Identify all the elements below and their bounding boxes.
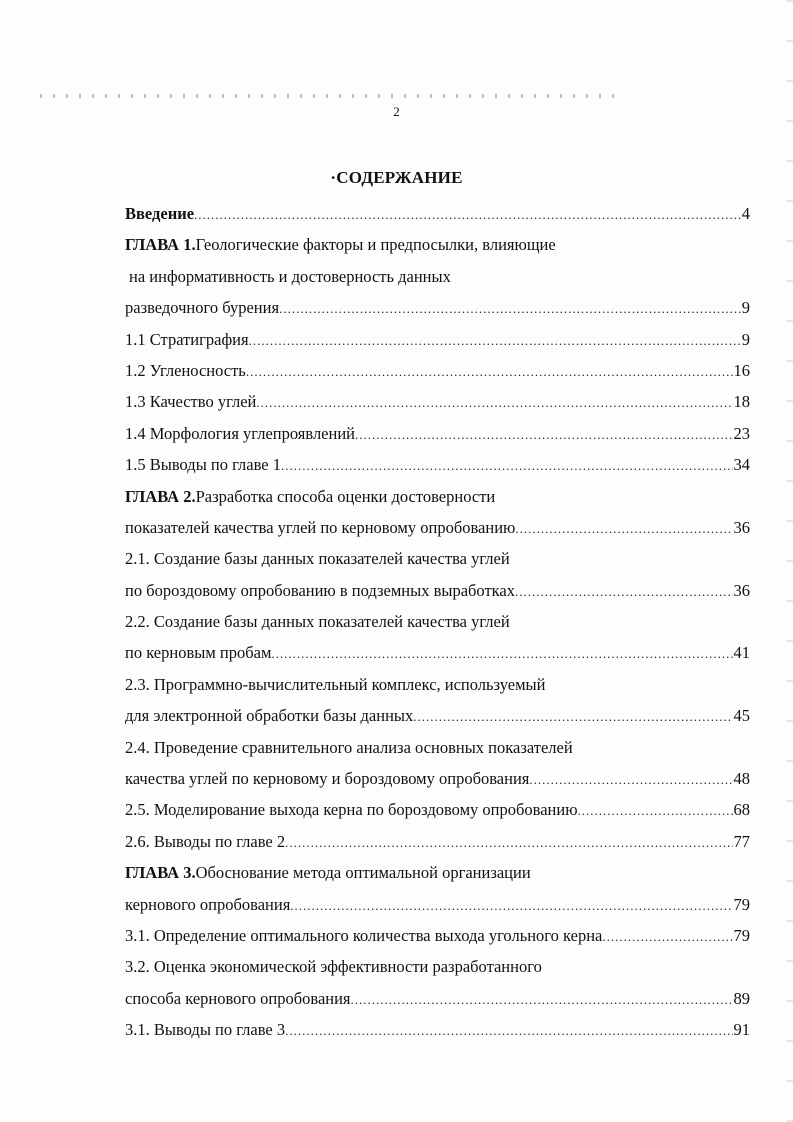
leader-dots — [602, 921, 732, 952]
toc-entry-2-5 — [125, 794, 750, 825]
toc-entry-text: 1.4 Морфология углепроявлений — [125, 423, 355, 443]
toc-entry-2-3-line-1 — [125, 669, 750, 700]
toc-entry-3-2-line-1 — [125, 951, 750, 982]
toc-chapter-2-line-2 — [125, 512, 750, 543]
toc-entry-text: 3.2. Оценка экономической эффективности разработанного — [125, 957, 542, 977]
toc-entry-text: 1.1 Стратиграфия — [125, 329, 249, 349]
toc-entry-2-6 — [125, 826, 750, 857]
toc-entry-text: Введение — [125, 204, 195, 223]
toc-entry-page: 16 — [733, 360, 750, 380]
toc-entry-page: 18 — [733, 392, 750, 412]
toc-entry-page: 79 — [733, 894, 750, 914]
toc-entry-page: 23 — [733, 423, 750, 443]
toc-entry-2-3-line-2 — [125, 700, 750, 731]
toc-entry-text: 1.5 Выводы по главе 1 — [125, 455, 281, 475]
toc-entry-page: 91 — [733, 1020, 750, 1040]
leader-dots — [246, 356, 733, 387]
toc-entry-page: 9 — [741, 298, 750, 318]
toc-entry-page: 41 — [733, 643, 750, 663]
toc-entry-1-1 — [125, 324, 750, 355]
toc-entry-1-2 — [125, 355, 750, 386]
leader-dots — [271, 638, 732, 669]
toc-entry-page: 79 — [733, 925, 750, 945]
leader-dots — [290, 890, 732, 921]
toc-entry-3-3 — [125, 1014, 750, 1045]
toc-entry-intro — [125, 198, 750, 229]
toc-entry-3-1 — [125, 920, 750, 951]
toc-entry-text: 2.3. Программно-вычислительный комплекс, используемый — [125, 674, 546, 694]
toc-entry-text: 2.6. Выводы по главе 2 — [125, 831, 286, 851]
toc-entry-text: Разработка способа оценки достоверности — [195, 486, 496, 506]
leader-dots — [281, 450, 733, 481]
toc-chapter-1-line-2 — [125, 261, 750, 292]
leader-dots — [285, 1015, 732, 1046]
toc-entry-page: 77 — [733, 831, 750, 851]
toc-entry-2-4-line-2 — [125, 763, 750, 794]
leader-dots — [279, 293, 741, 324]
toc-entry-page: 68 — [733, 800, 750, 820]
leader-dots — [285, 827, 732, 858]
toc-entry-page: 36 — [733, 580, 750, 600]
toc-entry-text: кернового опробования — [125, 894, 291, 914]
toc-entry-2-1-line-1 — [125, 543, 750, 574]
toc-entry-text: для электронной обработки базы данных — [125, 706, 414, 726]
toc-entry-text: разведочного бурения — [125, 298, 280, 318]
toc-entry-page: 9 — [741, 329, 750, 349]
toc-entry-text: Обоснование метода оптимальной организации — [195, 863, 531, 883]
toc-chapter-1-line-1 — [125, 229, 750, 260]
page-number: 2 — [393, 104, 400, 119]
leader-dots — [413, 701, 732, 732]
toc-entry-text: 2.1. Создание базы данных показателей качества углей — [125, 549, 510, 569]
leader-dots — [515, 513, 732, 544]
toc-entry-1-5 — [125, 449, 750, 480]
toc-entry-2-4-line-1 — [125, 732, 750, 763]
toc-entry-text: 1.2 Угленосность — [125, 360, 246, 380]
toc-title: ·СОДЕРЖАНИЕ — [330, 168, 463, 187]
toc-entry-page: 89 — [733, 988, 750, 1008]
toc-entry-2-2-line-2 — [125, 637, 750, 668]
table-of-contents — [125, 198, 750, 1046]
toc-entry-text: 2.2. Создание базы данных показателей качества углей — [125, 612, 510, 632]
toc-entry-text: 3.1. Выводы по главе 3 — [125, 1020, 286, 1040]
toc-entry-2-2-line-1 — [125, 606, 750, 637]
chapter-label: ГЛАВА 3. — [125, 863, 196, 883]
toc-chapter-2-line-1 — [125, 481, 750, 512]
toc-entry-text: 2.4. Проведение сравнительного анализа основных показателей — [125, 737, 573, 757]
leader-dots — [529, 764, 732, 795]
toc-entry-text: качества углей по керновому и бороздовому опробования — [125, 769, 530, 789]
leader-dots — [194, 199, 741, 230]
scan-artifact-line — [40, 94, 620, 98]
toc-chapter-3-line-1 — [125, 857, 750, 888]
toc-entry-page: 45 — [733, 706, 750, 726]
leader-dots — [355, 419, 733, 450]
toc-entry-2-1-line-2 — [125, 575, 750, 606]
toc-entry-text: 2.5. Моделирование выхода керна по бороздовому опробованию — [125, 800, 578, 820]
toc-entry-3-2-line-2 — [125, 983, 750, 1014]
leader-dots — [515, 576, 733, 607]
toc-entry-text: 1.3 Качество углей — [125, 392, 257, 412]
toc-entry-text: по бороздовому опробованию в подземных выработках — [125, 580, 515, 600]
toc-entry-1-3 — [125, 386, 750, 417]
toc-entry-text: способа кернового опробования — [125, 988, 351, 1008]
toc-entry-page: 34 — [733, 455, 750, 475]
toc-entry-text: показателей качества углей по керновому опробованию — [125, 517, 516, 537]
toc-entry-page: 4 — [741, 204, 750, 223]
leader-dots — [249, 325, 741, 356]
toc-chapter-3-line-2 — [125, 889, 750, 920]
leader-dots — [578, 795, 733, 826]
toc-entry-page: 48 — [733, 769, 750, 789]
leader-dots — [256, 387, 732, 418]
toc-entry-text: 3.1. Определение оптимального количества выхода угольного керна — [125, 925, 603, 945]
leader-dots — [351, 984, 733, 1015]
toc-entry-text: Геологические факторы и предпосылки, влияющие — [195, 235, 556, 255]
chapter-label: ГЛАВА 2. — [125, 486, 196, 506]
chapter-label: ГЛАВА 1. — [125, 235, 196, 255]
toc-entry-text: на информативность и достоверность данных — [129, 266, 451, 286]
toc-entry-1-4 — [125, 418, 750, 449]
toc-entry-page: 36 — [733, 517, 750, 537]
toc-entry-text: по керновым пробам — [125, 643, 272, 663]
toc-chapter-1-line-3 — [125, 292, 750, 323]
